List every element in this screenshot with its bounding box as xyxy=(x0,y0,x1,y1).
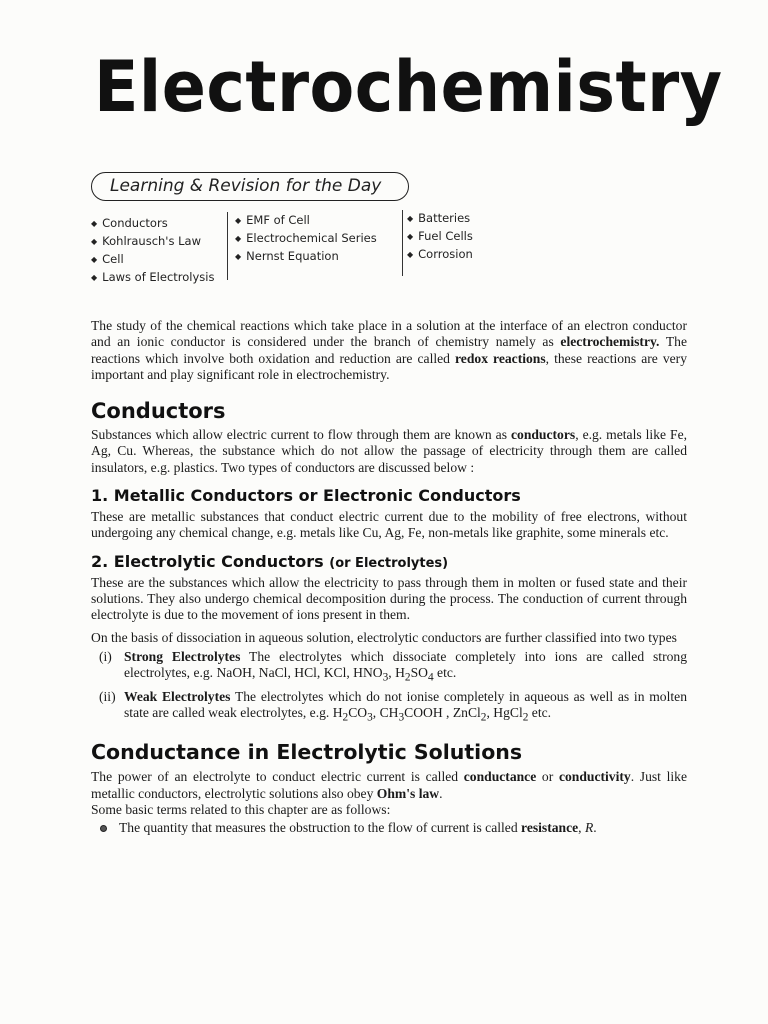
metallic-paragraph: These are metallic substances that conduct electric current due to the mobility of free electrons, without undergoing any chemical change, e.g. metals like Cu, Ag, Fe, non-metals like graphite, some minerals etc. xyxy=(91,509,687,541)
learning-revision-label: Learning & Revision for the Day xyxy=(110,176,382,196)
topic-item: ◆ Conductors xyxy=(91,216,168,230)
topic-item: ◆ Cell xyxy=(91,252,124,266)
main-content xyxy=(91,318,687,837)
bullet-icon xyxy=(100,825,107,832)
topic-item: ◆ Kohlrausch's Law xyxy=(91,234,201,248)
intro-paragraph: The study of the chemical reactions which take place in a solution at the interface of an electron conductor and an ionic conductor is considered under the branch of chemistry namely as electrochemistry. The reactions which involve both oxidation and reduction are called redox reactions, these reactions are very important and play significant role in electrochemistry. xyxy=(91,318,687,382)
topics-column-1 xyxy=(91,215,214,287)
conductors-paragraph: Substances which allow electric current to flow through them are known as conductors, e.g. metals like Fe, Ag, Cu. Whereas, the substance which do not allow the passage of electricity through them are called insulators, e.g. plastics. Two types of conductors are discussed below : xyxy=(91,427,687,475)
topic-item: ◆ Electrochemical Series xyxy=(235,231,377,245)
list-item-strong-electrolytes: (i) Strong Electrolytes The electrolytes which dissociate completely into ions are called strong electrolytes, e.g. NaOH, NaCl, HCl, KCl, $HNO_3$, $H_2SO_4$ etc. xyxy=(99,648,688,684)
topic-item: ◆ Batteries xyxy=(407,211,471,225)
electrolytic-paragraph-2: On the basis of dissociation in aqueous solution, electrolytic conductors are further classified into two types xyxy=(91,629,677,645)
subheading-metallic-conductors: 1. Metallic Conductors or Electronic Conductors xyxy=(91,486,521,506)
topic-item: ◆ Laws of Electrolysis xyxy=(91,270,215,284)
column-divider xyxy=(402,210,403,276)
learning-revision-banner xyxy=(91,172,409,201)
topic-item: ◆ Nernst Equation xyxy=(235,249,339,263)
topics-list xyxy=(91,212,491,282)
conductance-paragraph: The power of an electrolyte to conduct electric current is called conductance or conductivity. Just like metallic conductors, electrolytic solutions also obey Ohm's law. xyxy=(91,769,688,801)
topics-column-3 xyxy=(407,210,473,264)
bullet-resistance: The quantity that measures the obstruction to the flow of current is called resistance, R. xyxy=(91,820,687,836)
subheading-electrolytic-conductors: 2. Electrolytic Conductors (or Electrolytes) xyxy=(91,551,449,571)
topic-item: ◆ Corrosion xyxy=(407,247,473,261)
terms-intro: Some basic terms related to this chapter are as follows: xyxy=(91,802,391,818)
section-heading-conductors: Conductors xyxy=(91,399,226,424)
topic-item: ◆ EMF of Cell xyxy=(235,213,310,227)
page-title: Electrochemistry xyxy=(94,46,723,128)
column-divider xyxy=(227,212,228,280)
electrolytic-paragraph-1: These are the substances which allow the electricity to pass through them in molten or fused state and their solutions. They also undergo chemical decomposition during the process. The conduction of current through electrolyte is due to the movement of ions present in them. xyxy=(91,574,687,623)
topics-column-2 xyxy=(235,212,377,266)
section-heading-conductance: Conductance in Electrolytic Solutions xyxy=(91,740,523,765)
list-item-weak-electrolytes: (ii) Weak Electrolytes The electrolytes which do not ionise completely in aqueous as well as in molten state are called weak electrolytes, e.g. $H_2CO_3$, $CH_3COOH$ , ZnCl$_2$, HgCl$_2$ etc. xyxy=(99,689,687,725)
topic-item: ◆ Fuel Cells xyxy=(407,229,473,243)
